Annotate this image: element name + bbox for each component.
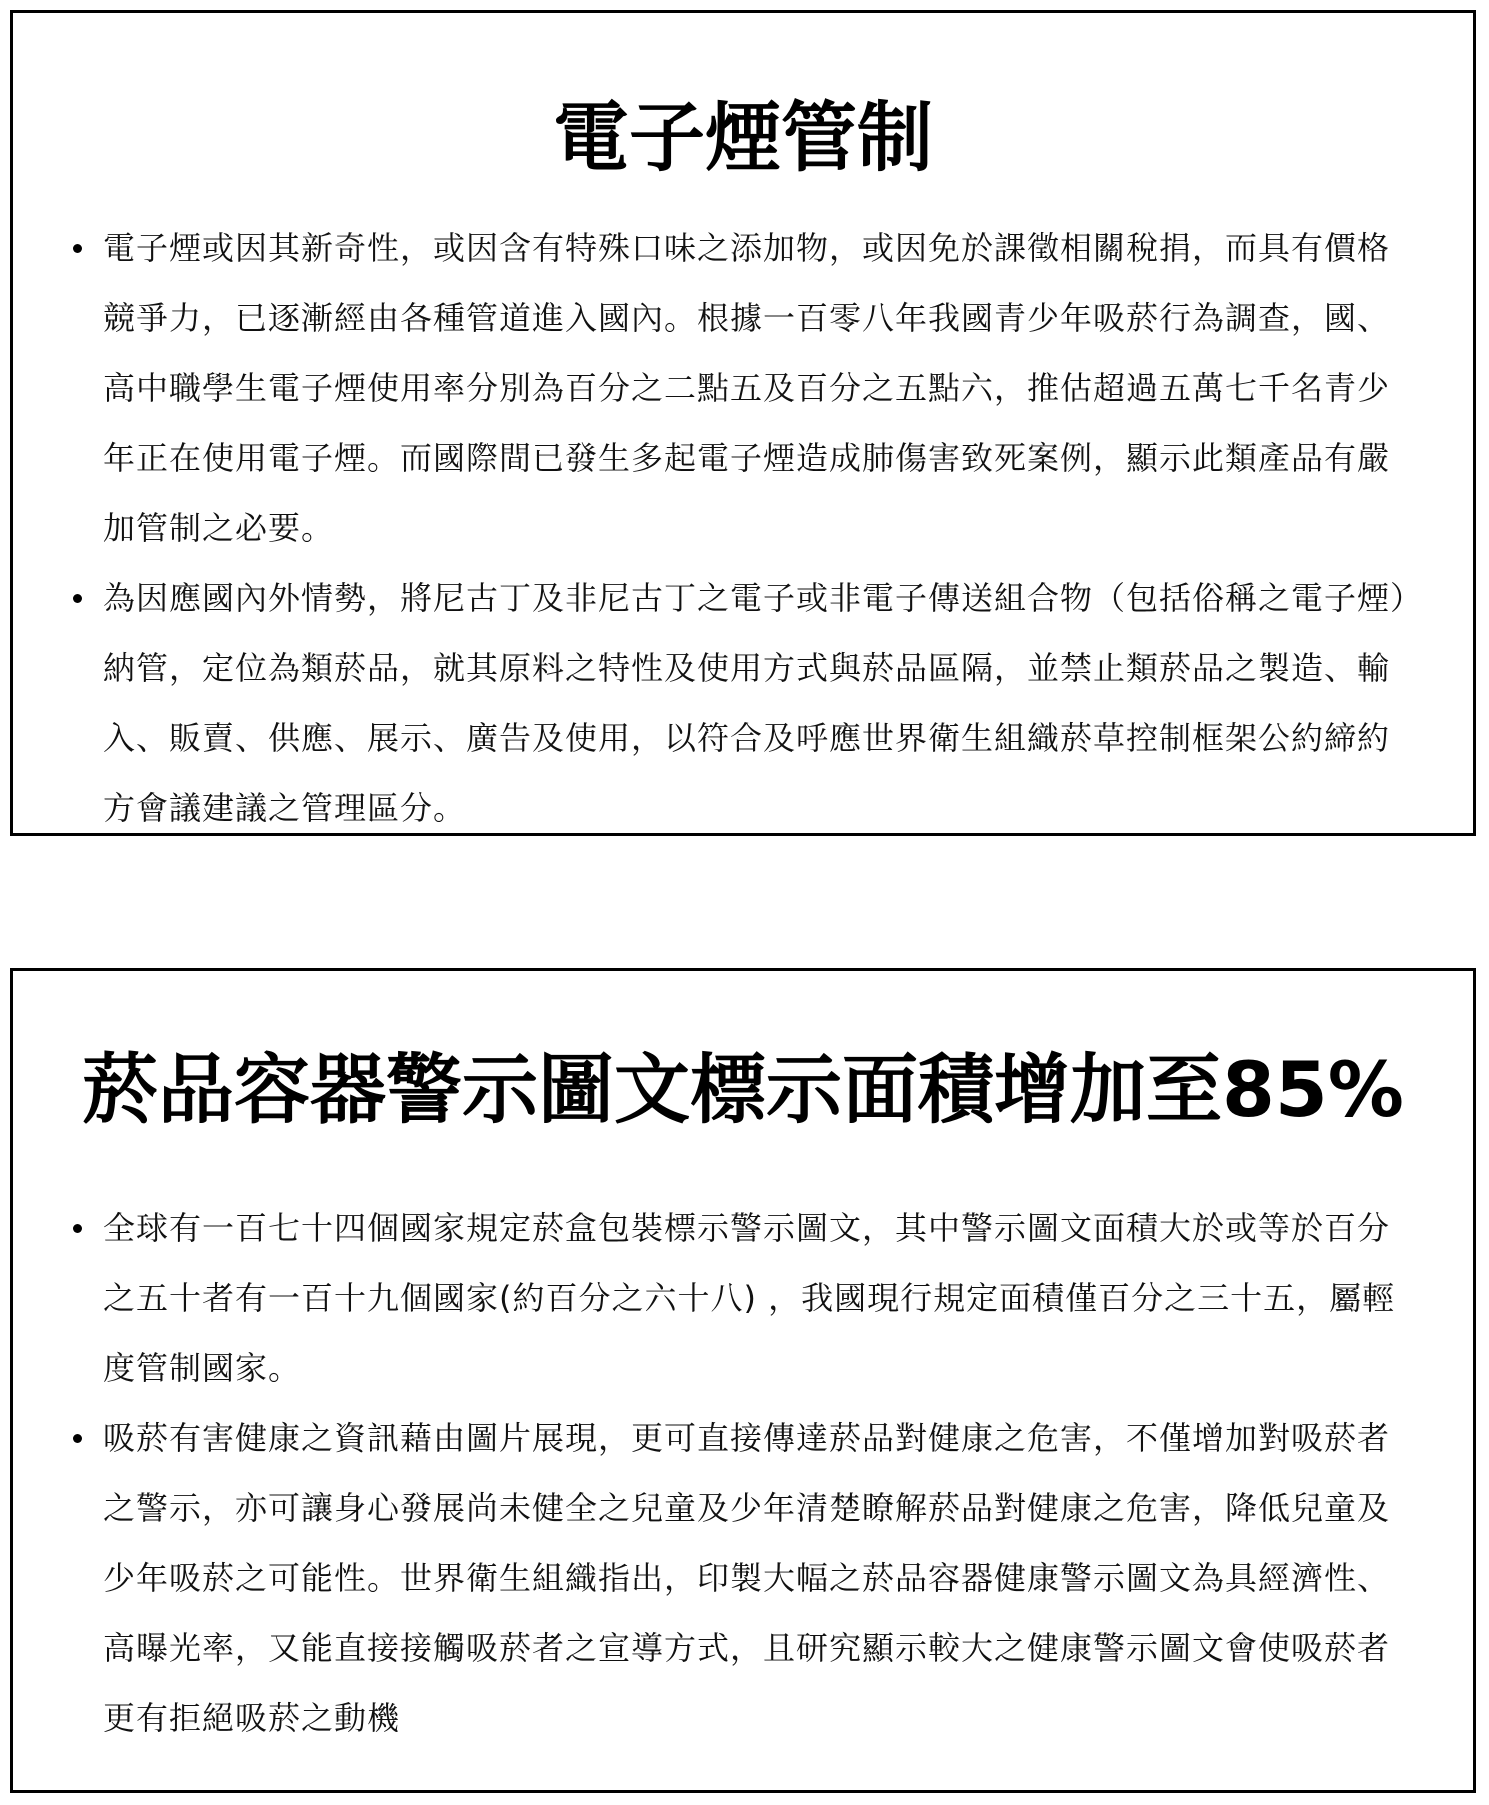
bullet-dot-icon — [73, 1224, 82, 1233]
bullet-dot-icon — [73, 594, 82, 603]
bullet-dot-icon — [73, 244, 82, 253]
section-title: 電子煙管制 — [553, 93, 933, 182]
bullet-text: 為因應國內外情勢，將尼古丁及非尼古丁之電子或非電子傳送組合物（包括俗稱之電子煙）納管，定位為類菸品，就其原料之特性及使用方式與菸品區隔，並禁止類菸品之製造、輸入、販賣、供應、展示、廣告及使用，以符合及呼應世界衛生組織菸草控制框架公約締約方會議建議之管理區分。 — [103, 579, 1408, 827]
section-e-cigarette-control — [10, 10, 1476, 836]
bullet-text: 吸菸有害健康之資訊藉由圖片展現，更可直接傳達菸品對健康之危害，不僅增加對吸菸者之警示，亦可讓身心發展尚未健全之兒童及少年清楚瞭解菸品對健康之危害，降低兒童及少年吸菸之可能性。世界衛生組織指出，印製大幅之菸品容器健康警示圖文為具經濟性、高曝光率，又能直接接觸吸菸者之宣導方式，且研究顯示較大之健康警示圖文會使吸菸者更有拒絕吸菸之動機 — [103, 1419, 1391, 1737]
bullet-list — [73, 213, 1413, 843]
bullet-text: 電子煙或因其新奇性，或因含有特殊口味之添加物，或因免於課徵相關稅捐，而具有價格競爭力，已逐漸經由各種管道進入國內。根據一百零八年我國青少年吸菸行為調查，國、高中職學生電子煙使用率分別為百分之二點五及百分之五點六，推估超過五萬七千名青少年正在使用電子煙。而國際間已發生多起電子煙造成肺傷害致死案例，顯示此類產品有嚴加管制之必要。 — [103, 229, 1391, 547]
bullet-item — [73, 213, 1413, 563]
bullet-dot-icon — [73, 1434, 82, 1443]
bullet-item — [73, 1193, 1413, 1403]
section-warning-label-area — [10, 968, 1476, 1793]
bullet-item — [73, 563, 1413, 843]
bullet-item — [73, 1403, 1413, 1753]
section-title: 菸品容器警示圖文標示面積增加至85% — [82, 1045, 1404, 1134]
bullet-text: 全球有一百七十四個國家規定菸盒包裝標示警示圖文，其中警示圖文面積大於或等於百分之五十者有一百十九個國家(約百分之六十八) ，我國現行規定面積僅百分之三十五，屬輕度管制國家。 — [103, 1209, 1396, 1387]
bullet-list — [73, 1193, 1413, 1753]
